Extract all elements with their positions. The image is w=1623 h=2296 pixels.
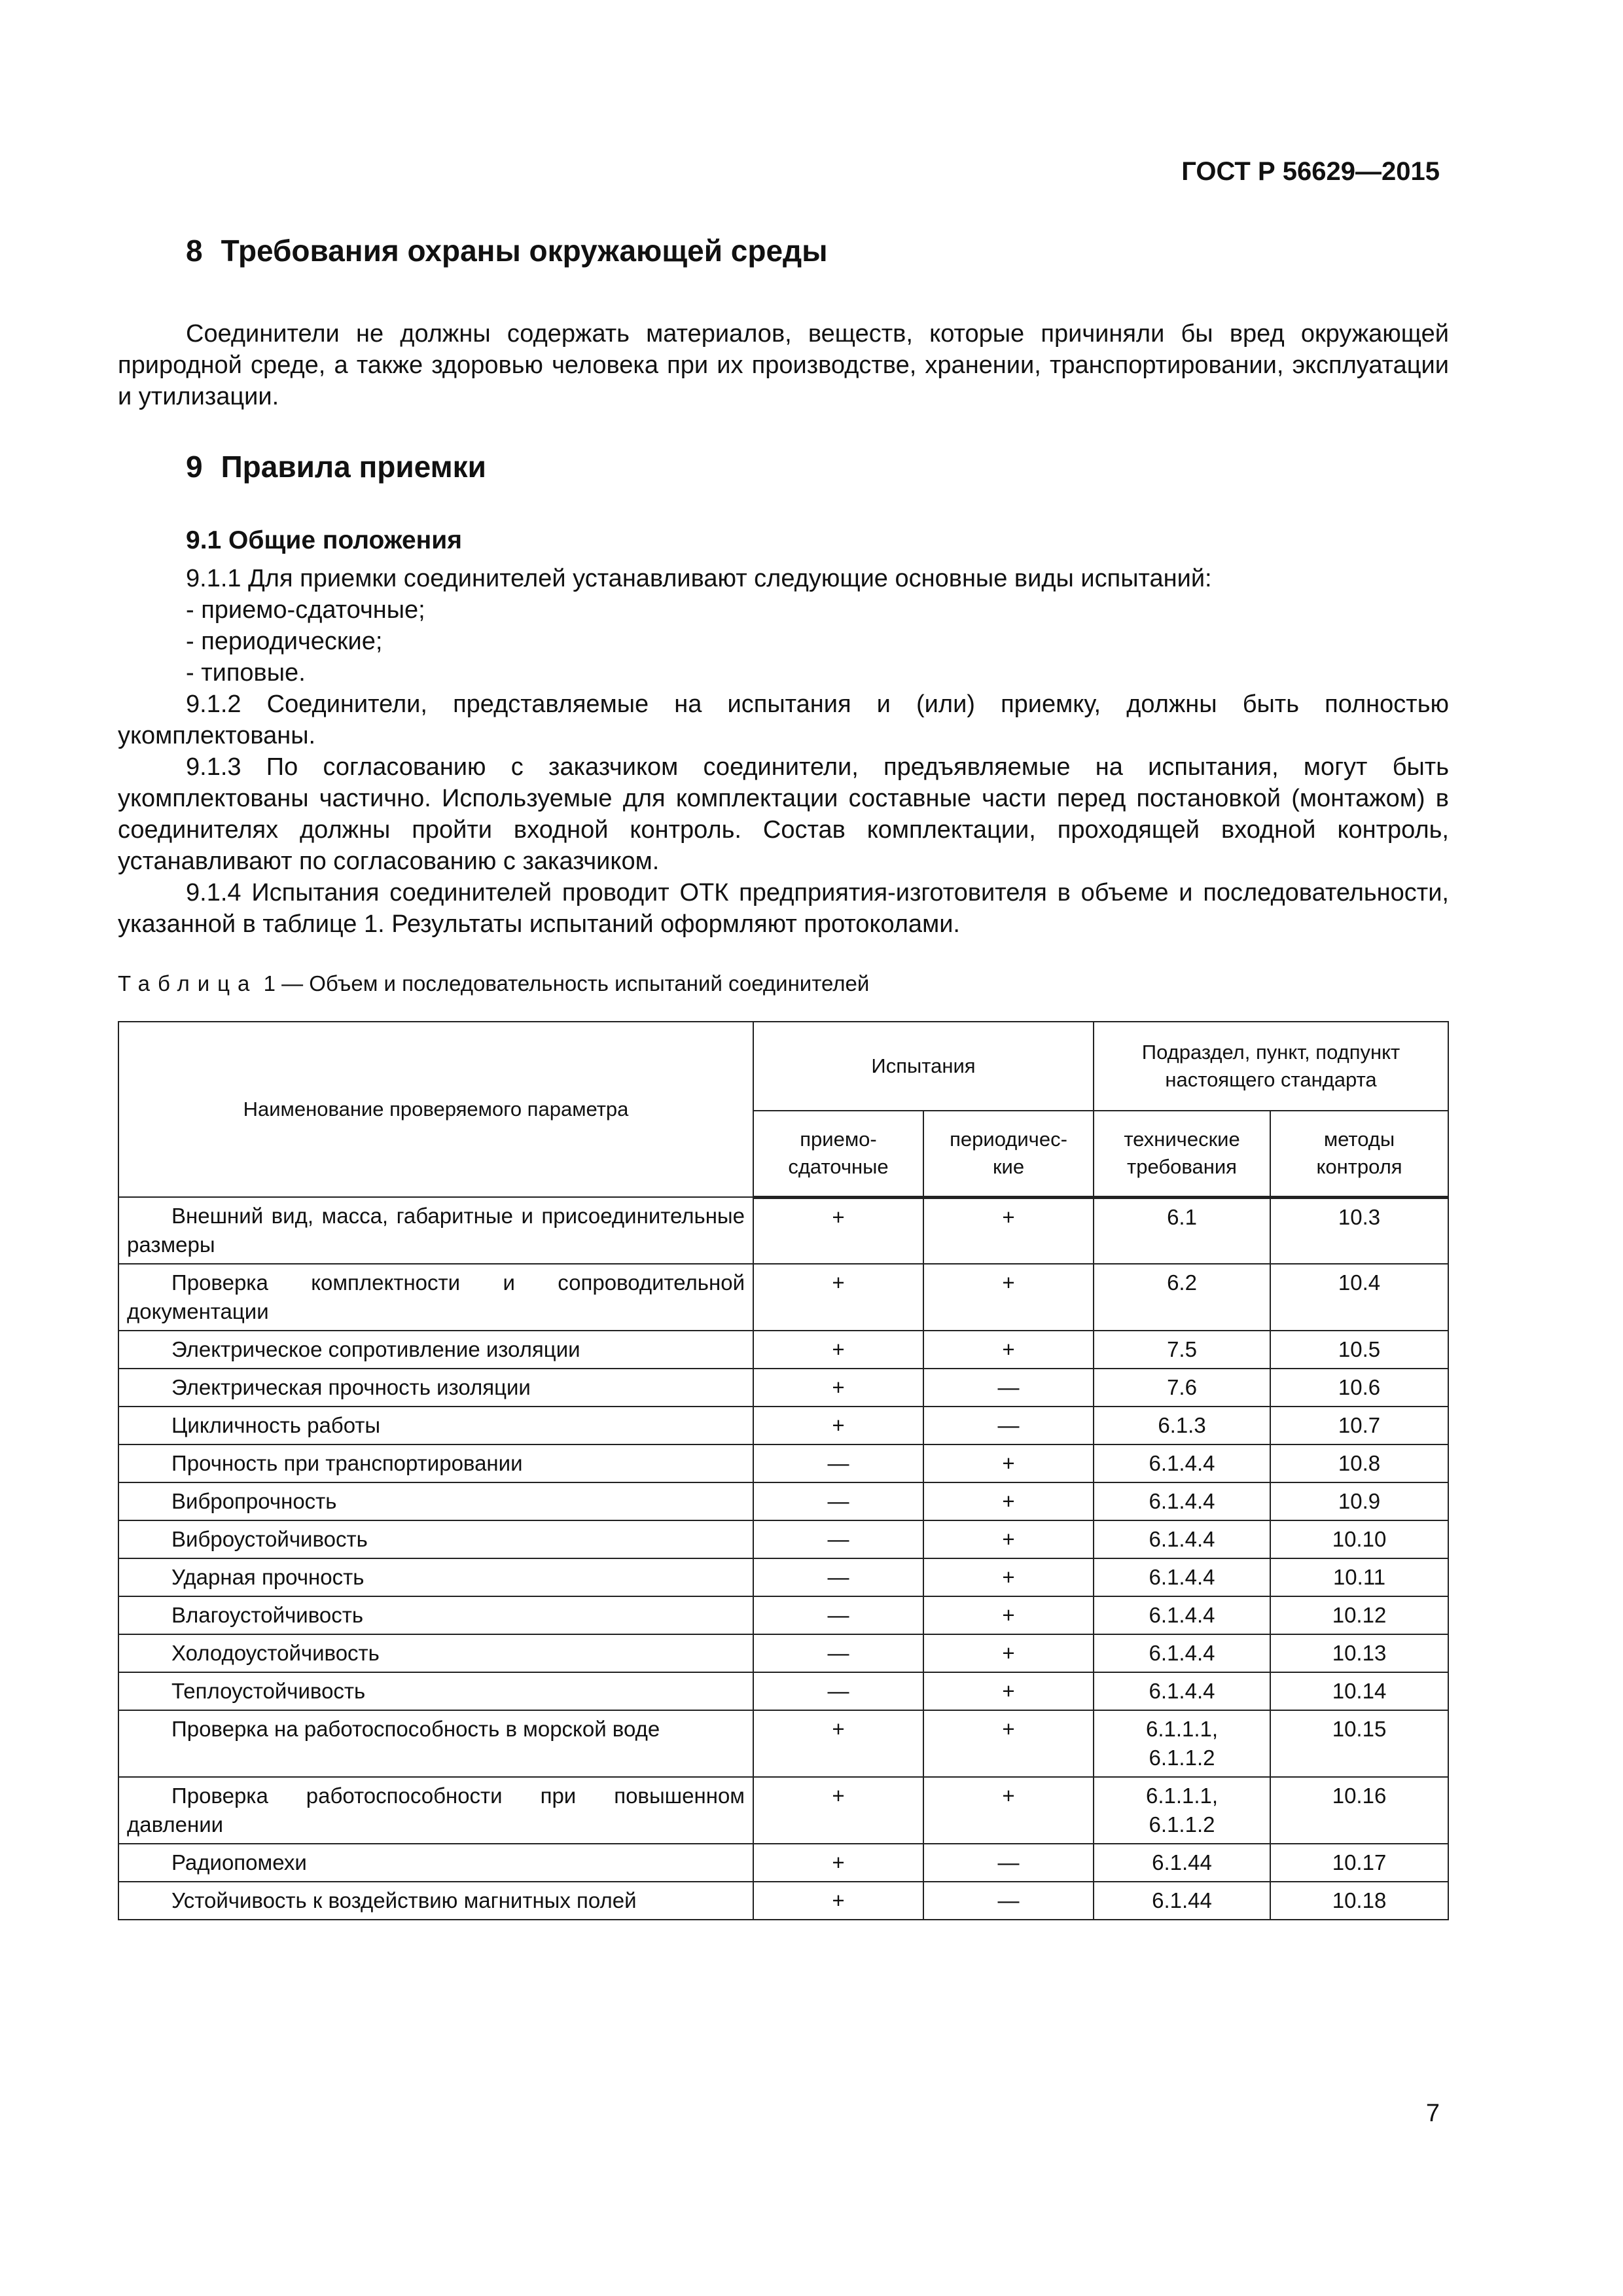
section-8-heading	[186, 233, 828, 268]
table-row	[118, 1197, 1448, 1264]
param-cell	[118, 1634, 753, 1672]
acceptance-cell-text: +	[832, 1375, 845, 1399]
param-cell	[118, 1331, 753, 1369]
tech-req-cell-text: 6.1.4.4	[1149, 1451, 1215, 1475]
header-periodic: периодичес- кие	[923, 1111, 1094, 1197]
param-cell-text: Электрическое сопротивление изоляции	[171, 1337, 580, 1361]
tech-req-cell	[1094, 1672, 1270, 1710]
periodic-cell	[923, 1672, 1094, 1710]
param-cell	[118, 1482, 753, 1520]
periodic-cell-text: +	[1002, 1641, 1015, 1665]
param-cell-text: Вибропрочность	[171, 1489, 337, 1513]
table-caption	[118, 971, 869, 996]
subsection-9-1-heading: 9.1 Общие положения	[186, 526, 462, 554]
periodic-cell-text: +	[1002, 1784, 1015, 1808]
methods-cell	[1270, 1596, 1448, 1634]
acceptance-cell-text: +	[832, 1413, 845, 1437]
param-cell-text: Проверка комплектности и сопроводительной документации	[127, 1270, 745, 1323]
periodic-cell-text: +	[1002, 1717, 1015, 1741]
methods-cell-text: 10.14	[1332, 1679, 1387, 1703]
tech-req-cell	[1094, 1520, 1270, 1558]
table-row	[118, 1882, 1448, 1920]
header-section-ref: Подраздел, пункт, подпункт настоящего стандарта	[1094, 1022, 1448, 1111]
paragraph-9-1-4: 9.1.4 Испытания соединителей проводит ОТК предприятия-изготовителя в объеме и последовательности, указанной в таблице 1. Результаты испытаний оформляют протоколами.	[118, 879, 1449, 938]
tech-req-cell-text: 7.5	[1167, 1337, 1197, 1361]
periodic-cell-text: +	[1002, 1270, 1015, 1295]
periodic-cell-text: —	[997, 1888, 1020, 1912]
methods-cell	[1270, 1331, 1448, 1369]
tech-req-cell-text: 6.1.4.4	[1149, 1565, 1215, 1589]
acceptance-cell-text: +	[832, 1717, 845, 1741]
tech-req-cell-text: 6.1.1.1, 6.1.1.2	[1145, 1717, 1219, 1770]
param-cell-text: Проверка работоспособности при повышенном давлении	[127, 1784, 745, 1837]
acceptance-cell-text: —	[827, 1527, 849, 1551]
methods-cell-text: 10.12	[1332, 1603, 1387, 1627]
periodic-cell-text: —	[997, 1375, 1020, 1399]
periodic-cell	[923, 1482, 1094, 1520]
standard-code: ГОСТ Р 56629—2015	[1181, 157, 1440, 186]
methods-cell-text: 10.5	[1338, 1337, 1381, 1361]
acceptance-cell-text: +	[832, 1204, 845, 1229]
tech-req-cell-text: 7.6	[1167, 1375, 1197, 1399]
methods-cell-text: 10.8	[1338, 1451, 1381, 1475]
periodic-cell	[923, 1520, 1094, 1558]
periodic-cell-text: —	[997, 1850, 1020, 1874]
tech-req-cell	[1094, 1482, 1270, 1520]
section-9-body	[118, 563, 1449, 940]
acceptance-cell	[753, 1634, 923, 1672]
header-tests: Испытания	[753, 1022, 1094, 1111]
acceptance-cell-text: —	[827, 1603, 849, 1627]
periodic-cell	[923, 1634, 1094, 1672]
section-9-number: 9	[186, 450, 203, 484]
methods-cell-text: 10.9	[1338, 1489, 1381, 1513]
tech-req-cell	[1094, 1777, 1270, 1844]
tech-req-cell-text: 6.1.4.4	[1149, 1679, 1215, 1703]
methods-cell	[1270, 1369, 1448, 1407]
periodic-cell	[923, 1369, 1094, 1407]
acceptance-cell-text: +	[832, 1850, 845, 1874]
table-row	[118, 1710, 1448, 1777]
param-cell-text: Теплоустойчивость	[171, 1679, 366, 1703]
methods-cell-text: 10.7	[1338, 1413, 1381, 1437]
table-caption-text: 1 — Объем и последовательность испытаний соединителей	[263, 971, 870, 996]
table-row	[118, 1558, 1448, 1596]
acceptance-cell	[753, 1369, 923, 1407]
list-item: - периодические;	[186, 628, 383, 655]
header-methods: методы контроля	[1270, 1111, 1448, 1197]
periodic-cell-text: +	[1002, 1204, 1015, 1229]
periodic-cell	[923, 1882, 1094, 1920]
table-row	[118, 1634, 1448, 1672]
param-cell	[118, 1672, 753, 1710]
periodic-cell	[923, 1558, 1094, 1596]
methods-cell-text: 10.18	[1332, 1888, 1387, 1912]
param-cell-text: Ударная прочность	[171, 1565, 365, 1589]
tech-req-cell-text: 6.1.1.1, 6.1.1.2	[1145, 1784, 1219, 1837]
acceptance-cell-text: —	[827, 1641, 849, 1665]
param-cell-text: Внешний вид, масса, габаритные и присоединительные размеры	[127, 1204, 745, 1257]
tech-req-cell-text: 6.1.44	[1152, 1850, 1212, 1874]
list-item: - приемо-сдаточные;	[186, 596, 425, 624]
header-tech-req: технические требования	[1094, 1111, 1270, 1197]
param-cell	[118, 1444, 753, 1482]
acceptance-cell	[753, 1444, 923, 1482]
param-cell-text: Проверка на работоспособность в морской воде	[171, 1717, 660, 1741]
table-row	[118, 1777, 1448, 1844]
param-cell-text: Виброустойчивость	[171, 1527, 368, 1551]
param-cell-text: Устойчивость к воздействию магнитных полей	[171, 1888, 637, 1912]
periodic-cell	[923, 1407, 1094, 1444]
acceptance-cell	[753, 1672, 923, 1710]
methods-cell-text: 10.10	[1332, 1527, 1387, 1551]
param-cell	[118, 1197, 753, 1264]
methods-cell-text: 10.4	[1338, 1270, 1381, 1295]
methods-cell	[1270, 1558, 1448, 1596]
param-cell	[118, 1844, 753, 1882]
acceptance-cell-text: —	[827, 1565, 849, 1589]
tech-req-cell	[1094, 1444, 1270, 1482]
acceptance-cell	[753, 1710, 923, 1777]
tech-req-cell-text: 6.1.44	[1152, 1888, 1212, 1912]
periodic-cell	[923, 1844, 1094, 1882]
param-cell	[118, 1596, 753, 1634]
section-8-body	[118, 318, 1449, 412]
table-row	[118, 1844, 1448, 1882]
param-cell	[118, 1558, 753, 1596]
methods-cell-text: 10.3	[1338, 1204, 1381, 1229]
methods-cell	[1270, 1710, 1448, 1777]
methods-cell	[1270, 1482, 1448, 1520]
param-cell	[118, 1710, 753, 1777]
table-row	[118, 1264, 1448, 1331]
table-row	[118, 1482, 1448, 1520]
acceptance-cell	[753, 1558, 923, 1596]
tech-req-cell	[1094, 1634, 1270, 1672]
periodic-cell	[923, 1710, 1094, 1777]
methods-cell-text: 10.15	[1332, 1717, 1387, 1741]
methods-cell	[1270, 1634, 1448, 1672]
acceptance-cell-text: —	[827, 1451, 849, 1475]
table-row	[118, 1672, 1448, 1710]
tech-req-cell-text: 6.1.4.4	[1149, 1641, 1215, 1665]
methods-cell	[1270, 1882, 1448, 1920]
acceptance-cell-text: —	[827, 1679, 849, 1703]
table-row	[118, 1444, 1448, 1482]
tech-req-cell-text: 6.1.4.4	[1149, 1527, 1215, 1551]
acceptance-cell	[753, 1596, 923, 1634]
tech-req-cell	[1094, 1197, 1270, 1264]
periodic-cell	[923, 1331, 1094, 1369]
acceptance-cell	[753, 1844, 923, 1882]
periodic-cell	[923, 1197, 1094, 1264]
param-cell-text: Прочность при транспортировании	[171, 1451, 523, 1475]
tech-req-cell	[1094, 1596, 1270, 1634]
periodic-cell-text: —	[997, 1413, 1020, 1437]
methods-cell	[1270, 1672, 1448, 1710]
header-acceptance: приемо- сдаточные	[753, 1111, 923, 1197]
tech-req-cell-text: 6.1.4.4	[1149, 1489, 1215, 1513]
periodic-cell-text: +	[1002, 1527, 1015, 1551]
tech-req-cell	[1094, 1369, 1270, 1407]
periodic-cell	[923, 1444, 1094, 1482]
acceptance-cell	[753, 1882, 923, 1920]
table-row	[118, 1331, 1448, 1369]
tech-req-cell-text: 6.1.4.4	[1149, 1603, 1215, 1627]
tech-req-cell-text: 6.2	[1167, 1270, 1197, 1295]
paragraph-9-1-2: 9.1.2 Соединители, представляемые на испытания и (или) приемку, должны быть полностью укомплектованы.	[118, 691, 1449, 749]
table-caption-prefix: Таблица	[118, 971, 258, 996]
acceptance-cell-text: +	[832, 1270, 845, 1295]
acceptance-cell-text: +	[832, 1784, 845, 1808]
section-9-title: Правила приемки	[221, 450, 486, 484]
page-number: 7	[1425, 2100, 1440, 2127]
header-param: Наименование проверяемого параметра	[118, 1022, 753, 1197]
methods-cell-text: 10.6	[1338, 1375, 1381, 1399]
periodic-cell-text: +	[1002, 1679, 1015, 1703]
table-row	[118, 1520, 1448, 1558]
methods-cell	[1270, 1520, 1448, 1558]
tests-table	[118, 1021, 1449, 1920]
acceptance-cell-text: —	[827, 1489, 849, 1513]
periodic-cell	[923, 1596, 1094, 1634]
param-cell	[118, 1777, 753, 1844]
param-cell-text: Холодоустойчивость	[171, 1641, 380, 1665]
section-8-title: Требования охраны окружающей среды	[221, 234, 828, 268]
methods-cell-text: 10.11	[1332, 1565, 1386, 1589]
param-cell-text: Влагоустойчивость	[171, 1603, 364, 1627]
section-8-number: 8	[186, 234, 203, 268]
tech-req-cell	[1094, 1882, 1270, 1920]
methods-cell-text: 10.16	[1332, 1784, 1387, 1808]
tech-req-cell-text: 6.1	[1167, 1204, 1197, 1229]
paragraph-9-1-1: 9.1.1 Для приемки соединителей устанавливают следующие основные виды испытаний:	[186, 565, 1212, 592]
acceptance-cell	[753, 1482, 923, 1520]
methods-cell	[1270, 1444, 1448, 1482]
tech-req-cell	[1094, 1844, 1270, 1882]
methods-cell	[1270, 1197, 1448, 1264]
periodic-cell	[923, 1777, 1094, 1844]
acceptance-cell-text: +	[832, 1337, 845, 1361]
table-row	[118, 1407, 1448, 1444]
acceptance-cell	[753, 1777, 923, 1844]
periodic-cell-text: +	[1002, 1565, 1015, 1589]
param-cell	[118, 1407, 753, 1444]
acceptance-cell	[753, 1197, 923, 1264]
section-8-paragraph: Соединители не должны содержать материалов, веществ, которые причиняли бы вред окружающей природной среде, а также здоровью человека при их производстве, хранении, транспортировании, эксплуатации и утилизации.	[118, 320, 1449, 410]
acceptance-cell	[753, 1407, 923, 1444]
table-row	[118, 1596, 1448, 1634]
methods-cell-text: 10.17	[1332, 1850, 1387, 1874]
methods-cell	[1270, 1264, 1448, 1331]
periodic-cell-text: +	[1002, 1337, 1015, 1361]
param-cell-text: Радиопомехи	[171, 1850, 307, 1874]
section-9-heading	[186, 449, 486, 484]
acceptance-cell	[753, 1331, 923, 1369]
periodic-cell	[923, 1264, 1094, 1331]
periodic-cell-text: +	[1002, 1451, 1015, 1475]
param-cell	[118, 1882, 753, 1920]
methods-cell	[1270, 1407, 1448, 1444]
param-cell	[118, 1520, 753, 1558]
acceptance-cell	[753, 1520, 923, 1558]
tech-req-cell	[1094, 1264, 1270, 1331]
methods-cell	[1270, 1777, 1448, 1844]
paragraph-9-1-3: 9.1.3 По согласованию с заказчиком соединители, предъявляемые на испытания, могут быть укомплектованы частично. Используемые для комплектации составные части перед постановкой (монтажом) в соединителях должны пройти входной контроль. Состав комплектации, проходящей входной контроль, устанавливают по согласованию с заказчиком.	[118, 753, 1449, 875]
list-item: - типовые.	[186, 659, 306, 687]
tech-req-cell	[1094, 1558, 1270, 1596]
periodic-cell-text: +	[1002, 1603, 1015, 1627]
acceptance-cell	[753, 1264, 923, 1331]
param-cell-text: Цикличность работы	[171, 1413, 381, 1437]
param-cell	[118, 1264, 753, 1331]
periodic-cell-text: +	[1002, 1489, 1015, 1513]
methods-cell	[1270, 1844, 1448, 1882]
tech-req-cell	[1094, 1710, 1270, 1777]
tech-req-cell	[1094, 1331, 1270, 1369]
param-cell	[118, 1369, 753, 1407]
tech-req-cell	[1094, 1407, 1270, 1444]
tech-req-cell-text: 6.1.3	[1158, 1413, 1206, 1437]
methods-cell-text: 10.13	[1332, 1641, 1387, 1665]
table-row	[118, 1369, 1448, 1407]
acceptance-cell-text: +	[832, 1888, 845, 1912]
param-cell-text: Электрическая прочность изоляции	[171, 1375, 531, 1399]
